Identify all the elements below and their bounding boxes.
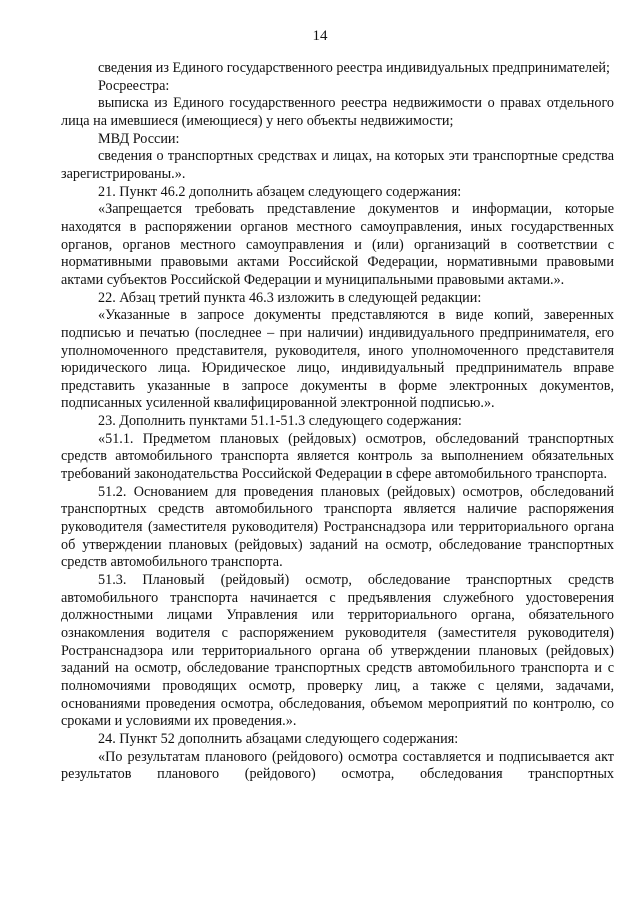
paragraph: «51.1. Предметом плановых (рейдовых) осмотров, обследований транспортных средств автомобильного транспорта является контроль за выполнением обязательных требований законодательства Российской Федерации в сфере автомобильного транспорта. [61,430,614,483]
paragraph: 22. Абзац третий пункта 46.3 изложить в следующей редакции: [98,289,482,306]
paragraph: 23. Дополнить пунктами 51.1-51.3 следующего содержания: [98,413,462,430]
document-body [61,60,614,784]
paragraph: сведения из Единого государственного реестра индивидуальных предпринимателей; [98,60,610,76]
paragraph: 51.2. Основанием для проведения плановых (рейдовых) осмотров, обследований транспортных средств автомобильного транспорта является наличие распоряжения руководителя (заместителя руководителя) Ространснадзора или территориального органа об утверждении плановых (рейдовых) заданий на осмотр, обследование транспортных средств автомобильного транспорта. [61,483,614,571]
page-number: 14 [312,28,328,44]
paragraph: «Указанные в запросе документы представляются в виде копий, заверенных подписью и печатью (последнее – при наличии) индивидуального предпринимателя, его уполномоченного представителя, руководителя, иного уполномоченного представителя юридического лица. Юридическое лицо, индивидуальный предприниматель вправе представить указанные в запросе документы в форме электронных документов, подписанных усиленной квалифицированной электронной подписью.». [61,307,614,412]
paragraph: 21. Пункт 46.2 дополнить абзацем следующего содержания: [98,183,462,200]
paragraph: МВД России: [98,130,180,147]
paragraph: «Запрещается требовать представление документов и информации, которые находятся в распоряжении органов местного самоуправления, иных государственных органов, органов местного самоуправления и (или) организаций в соответствии с нормативными правовыми актами Российской Федерации, нормативными правовыми актами субъектов Российской Федерации и муниципальными правовыми актами.». [61,201,614,288]
paragraph: 24. Пункт 52 дополнить абзацами следующего содержания: [98,730,459,747]
paragraph: Росреестра: [98,77,170,94]
paragraph: сведения о транспортных средствах и лицах, на которых эти транспортные средства зарегистрированы.». [61,148,614,182]
paragraph: 51.3. Плановый (рейдовый) осмотр, обследование транспортных средств автомобильного транспорта начинается с предъявления служебного удостоверения должностными лицами Управления или территориального органа, обязательного ознакомления водителя с распоряжением руководителя (заместителя руководителя) Ространснадзора или территориального органа об утверждении плановых (рейдовых) заданий на осмотр, обследование транспортных средств автомобильного транспорта и с полномочиями проводящих осмотр, проверку лиц, а также с целями, задачами, основаниями проведения осмотра, обследования, объемом мероприятий по контролю, со сроками и условиями их проведения.». [61,572,614,730]
paragraph: выписка из Единого государственного реестра недвижимости о правах отдельного лица на имевшиеся (имеющиеся) у него объекты недвижимости; [61,95,614,129]
paragraph: «По результатам планового (рейдового) осмотра составляется и подписывается акт результатов планового (рейдового) осмотра, обследования транспортных [61,748,614,783]
